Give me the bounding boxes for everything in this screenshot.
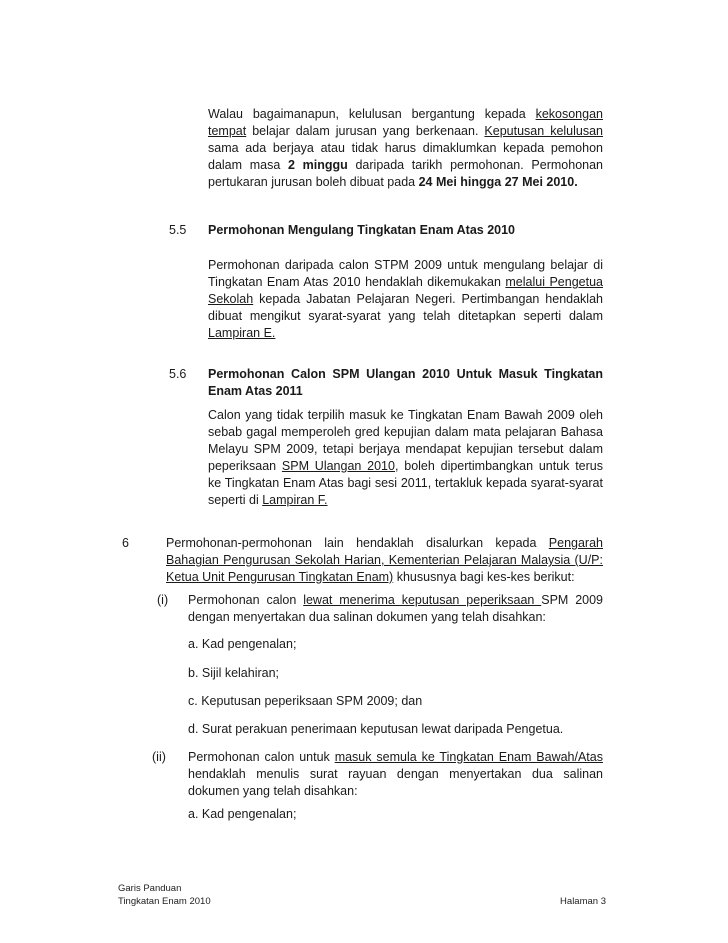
footer-page-number: Halaman 3 bbox=[560, 896, 606, 907]
link-kekosongan-tempat: kekosongan tempat bbox=[208, 107, 603, 138]
list-item-keputusan-peperiksaan: c. Keputusan peperiksaan SPM 2009; dan bbox=[188, 694, 423, 708]
list-item-surat-perakuan: d. Surat perakuan penerimaan keputusan lewat daripada Pengetua. bbox=[188, 722, 564, 736]
section-number-6: 6 bbox=[122, 536, 129, 550]
section-heading-5-6: Permohonan Calon SPM Ulangan 2010 Untuk Masuk Tingkatan Enam Atas 2011 bbox=[208, 367, 603, 398]
item-body-ii: Permohonan calon untuk masuk semula ke Tingkatan Enam Bawah/Atas hendaklah menulis surat rayuan dengan menyertakan dua salinan dokumen yang telah disahkan: bbox=[188, 750, 603, 798]
list-item-sijil-kelahiran: b. Sijil kelahiran; bbox=[188, 666, 280, 680]
link-keputusan-kelulusan: Keputusan kelulusan bbox=[484, 124, 604, 138]
item-body-i: Permohonan calon lewat menerima keputusan peperiksaan SPM 2009 dengan menyertakan dua salinan dokumen yang telah disahkan: bbox=[188, 593, 603, 624]
item-number-ii: (ii) bbox=[152, 750, 166, 764]
item-number-i: (i) bbox=[157, 593, 169, 607]
list-item-kad-pengenalan: a. Kad pengenalan; bbox=[188, 637, 297, 651]
section-body-6: Permohonan-permohonan lain hendaklah disalurkan kepada Pengarah Bahagian Pengurusan Sekolah Harian, Kementerian Pelajaran Malaysia (U/P: Ketua Unit Pengurusan Tingkatan Enam) khususnya bagi kes-kes berikut: bbox=[166, 536, 603, 584]
section-heading-5-5: Permohonan Mengulang Tingkatan Enam Atas 2010 bbox=[208, 223, 516, 237]
list-item-kad-pengenalan-ii: a. Kad pengenalan; bbox=[188, 807, 297, 821]
section-number-5-6: 5.6 bbox=[169, 367, 187, 381]
section-body-5-6: Calon yang tidak terpilih masuk ke Tingkatan Enam Bawah 2009 oleh sebab gagal memperoleh gred kepujian dalam mata pelajaran Bahasa Melayu SPM 2009, tetapi berjaya mendapat kepujian tersebut dalam peperiksaan SPM Ulangan 2010, boleh dipertimbangkan untuk terus ke Tingkatan Enam Atas bagi sesi 2011, tertakluk kepada syarat-syarat seperti di Lampiran F. bbox=[208, 408, 603, 507]
section-body-5-5: Permohonan daripada calon STPM 2009 untuk mengulang belajar di Tingkatan Enam Atas 2010 hendaklah dikemukakan melalui Pengetua Sekolah kepada Jabatan Pelajaran Negeri. Pertimbangan hendaklah dibuat mengikut syarat-syarat yang telah ditetapkan seperti dalam Lampiran E. bbox=[208, 258, 603, 340]
paragraph-jurusan-change: Walau bagaimanapun, kelulusan bergantung kepada kekosongan tempat belajar dalam jurusan yang berkenaan. Keputusan kelulusan sama ada berjaya atau tidak harus dimaklumkan kepada pemohon dalam masa 2 minggu daripada tarikh permohonan. Permohonan pertukaran jurusan boleh dibuat pada 24 Mei hingga 27 Mei 2010. bbox=[208, 107, 604, 189]
section-number-5-5: 5.5 bbox=[169, 223, 187, 237]
footer-title: Garis Panduan Tingkatan Enam 2010 bbox=[118, 883, 211, 907]
